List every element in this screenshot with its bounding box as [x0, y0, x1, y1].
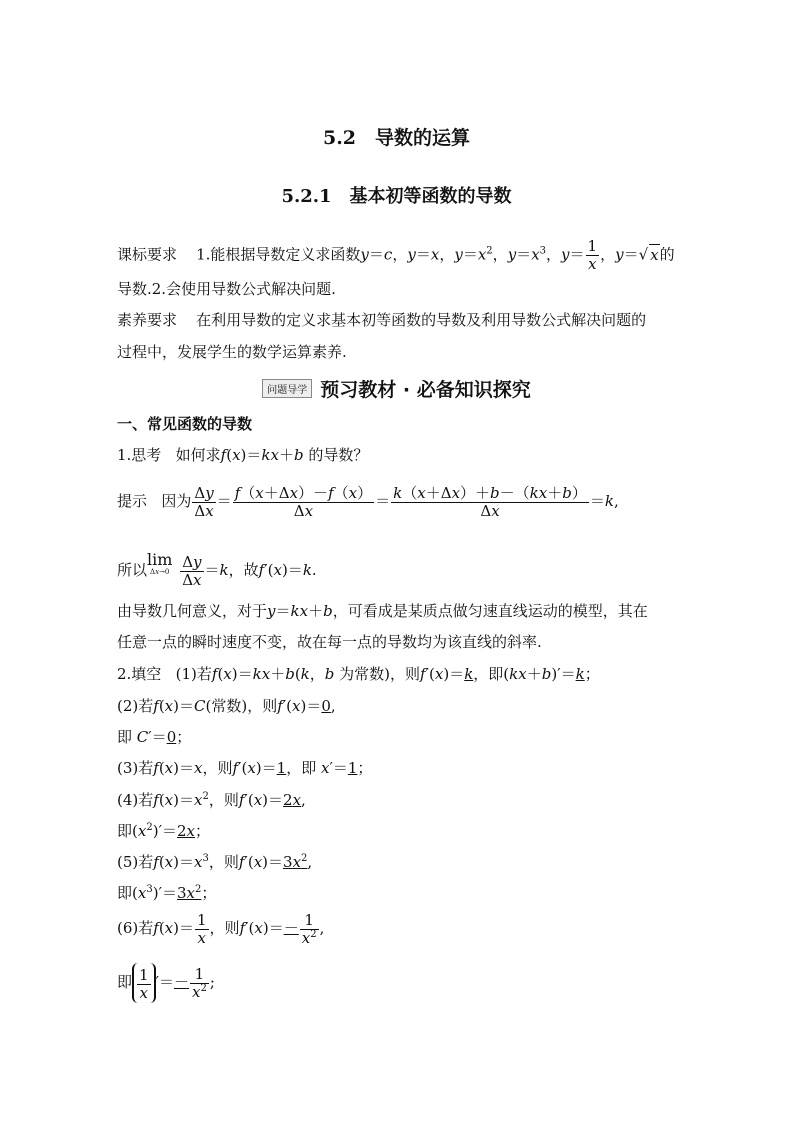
section-title: 5.2.1 基本初等函数的导数 — [281, 186, 512, 207]
part1-heading: 一、常见函数的导数 — [117, 415, 253, 433]
literacy-label: 素养要求 — [117, 311, 178, 329]
standards-line-1: 课标要求 1.能根据导数定义求函数y＝c，y＝x，$y=x^2$，$y=x^3$，y＝ $\frac{1}{x}$ ，y＝√ x的 — [117, 237, 675, 273]
fill-item-3: (3)若f(x)＝x，则f′(x)＝1，即 x′＝1； — [117, 759, 373, 777]
fill-item-2: (2)若f(x)＝C(常数)，则f′(x)＝0, — [117, 697, 336, 715]
fill-item-4b: 即$(x^2)'=2x$； — [117, 822, 211, 840]
fill-item-2b: 即 C′＝0； — [117, 728, 192, 746]
fill-item-5b: 即$(x^3)'=3x^2$； — [117, 884, 217, 902]
literacy-line-1 — [117, 310, 646, 330]
standards-text-1: 1.能根据导数定义求函数 — [196, 245, 361, 264]
standards-text-2: 的 — [659, 245, 675, 264]
limit-line: 所以 lim Δx→0 $\frac{\Delta y}{\Delta x}$ ＝k，故f′(x)＝k. — [117, 550, 317, 589]
literacy-text-2: 过程中，发展学生的数学运算素养. — [117, 343, 347, 361]
hint-line: 提示 因为 $\frac{\Delta y}{\Delta x}$ ＝ $\frac{f(x+\Delta x)-f(x)}{\Delta x}$ ＝ $\frac{k(x+\Delta x)+b-(kx+b)}{\Delta x}$ ＝k, — [117, 483, 619, 520]
fill-item-5: (5)若$f(x)=x^3$，则$f'(x)=3x^2$, — [117, 853, 313, 871]
fill-item-1: 2.填空 (1)若f(x)＝kx＋b(k，b 为常数)，则f′(x)＝k，即(kx＋b)′＝k； — [117, 665, 600, 683]
chapter-title: 5.2 导数的运算 — [322, 127, 471, 149]
section-bar — [0, 375, 793, 402]
literacy-text-1: 在利用导数的定义求基本初等函数的导数及利用导数公式解决问题的 — [196, 311, 647, 329]
think-line: 1.思考 如何求f(x)＝kx＋b 的导数？ — [117, 446, 369, 464]
fill-item-6: (6)若f(x)＝ $\frac{1}{x}$ ，则f′(x)＝－ $\frac{1}{x^2}$ , — [117, 910, 325, 947]
fill-item-6b: 即 $\frac{1}{x}$ ′＝－ $\frac{1}{x^2}$ ; — [117, 964, 215, 1002]
standards-text-3: 导数.2.会使用导数公式解决问题. — [117, 280, 336, 298]
section-bar-title: 预习教材 · 必备知识探究 — [320, 379, 531, 401]
explain-line-1: 由导数几何意义，对于y＝kx＋b，可看成是某质点做匀速直线运动的模型，其在 — [117, 602, 648, 620]
standards-label: 课标要求 — [117, 245, 178, 264]
explain-line-2: 任意一点的瞬时速度不变，故在每一点的导数均为该直线的斜率. — [117, 633, 542, 651]
fill-item-4: (4)若$f(x)=x^2$，则f′(x)＝2x, — [117, 791, 306, 809]
section-tag: 问题导学 — [262, 379, 312, 398]
